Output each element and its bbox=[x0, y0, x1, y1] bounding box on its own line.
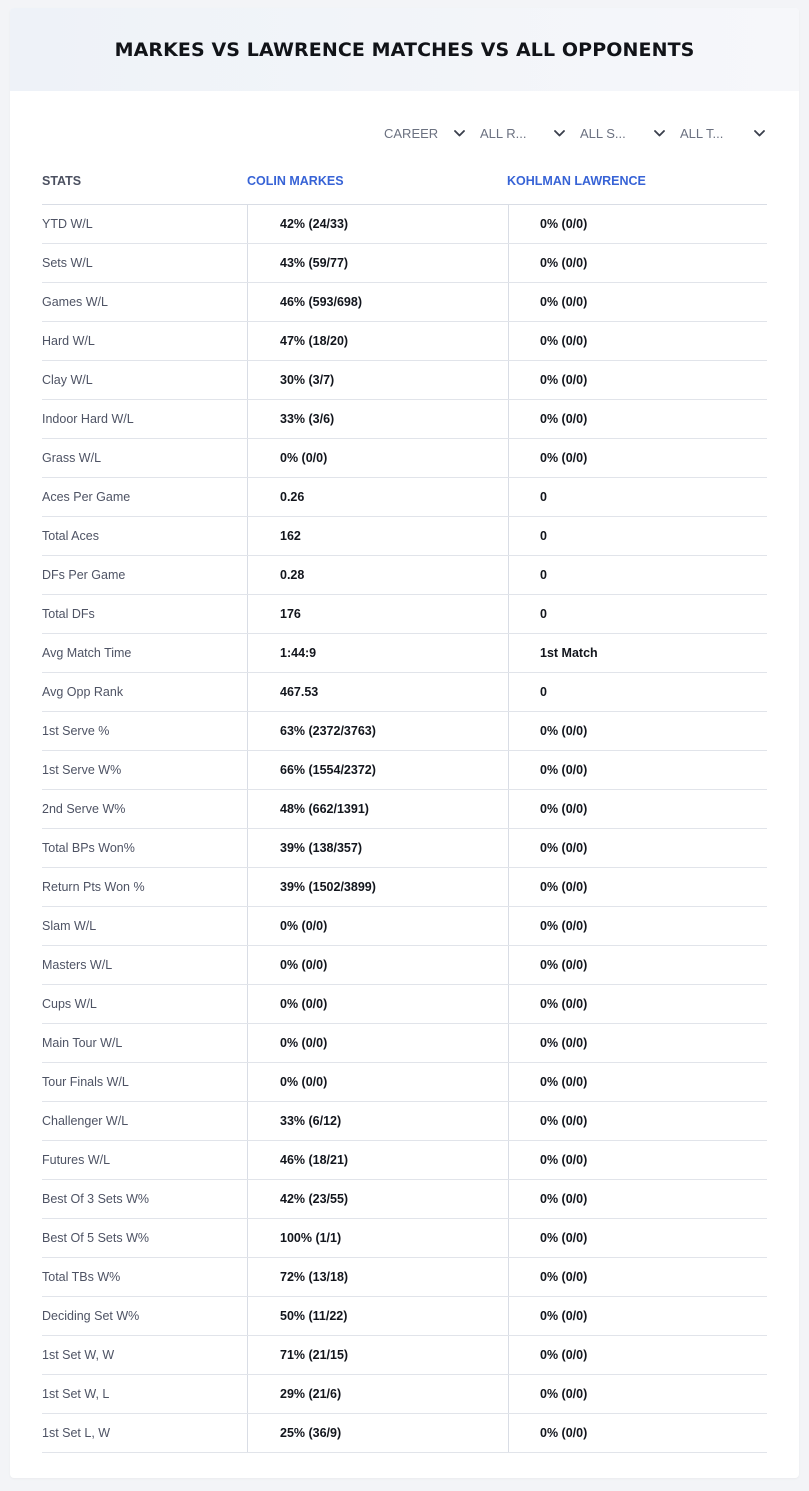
player2-value: 0% (0/0) bbox=[508, 1258, 767, 1296]
stats-table bbox=[42, 158, 767, 1453]
player1-value: 0% (0/0) bbox=[247, 907, 508, 945]
table-row bbox=[42, 712, 767, 751]
stat-label: Avg Match Time bbox=[42, 646, 132, 660]
tourney-select-value: ALL T... bbox=[680, 125, 724, 141]
stat-label: 1st Set W, L bbox=[42, 1387, 110, 1401]
stat-label: Grass W/L bbox=[42, 451, 102, 465]
player1-value: 0.26 bbox=[247, 478, 508, 516]
player1-value: 42% (24/33) bbox=[247, 205, 508, 243]
table-row bbox=[42, 205, 767, 244]
chevron-down-icon bbox=[752, 126, 766, 140]
player1-value: 0% (0/0) bbox=[247, 985, 508, 1023]
player2-value: 0% (0/0) bbox=[508, 829, 767, 867]
chevron-down-icon bbox=[552, 126, 566, 140]
player1-value: 0% (0/0) bbox=[247, 1024, 508, 1062]
table-row bbox=[42, 790, 767, 829]
player2-value: 0% (0/0) bbox=[508, 322, 767, 360]
stat-label: Hard W/L bbox=[42, 334, 95, 348]
player1-value: 72% (13/18) bbox=[247, 1258, 508, 1296]
table-row bbox=[42, 361, 767, 400]
player2-value: 0% (0/0) bbox=[508, 1414, 767, 1452]
player2-value: 0% (0/0) bbox=[508, 868, 767, 906]
player1-value: 42% (23/55) bbox=[247, 1180, 508, 1218]
player1-value: 100% (1/1) bbox=[247, 1219, 508, 1257]
player1-value: 0% (0/0) bbox=[247, 439, 508, 477]
player2-value: 0 bbox=[508, 673, 767, 711]
filter-bar bbox=[384, 121, 766, 145]
player2-value: 0% (0/0) bbox=[508, 985, 767, 1023]
player2-value: 0% (0/0) bbox=[508, 907, 767, 945]
player1-value: 29% (21/6) bbox=[247, 1375, 508, 1413]
table-row bbox=[42, 1141, 767, 1180]
table-row bbox=[42, 985, 767, 1024]
table-header bbox=[42, 158, 767, 205]
player1-value: 33% (6/12) bbox=[247, 1102, 508, 1140]
table-row bbox=[42, 1063, 767, 1102]
table-body bbox=[42, 205, 767, 1453]
surface-select[interactable] bbox=[580, 121, 666, 145]
stat-label: Cups W/L bbox=[42, 997, 97, 1011]
player1-value: 63% (2372/3763) bbox=[247, 712, 508, 750]
stat-label: Futures W/L bbox=[42, 1153, 111, 1167]
player2-value: 0 bbox=[508, 595, 767, 633]
stat-label: Sets W/L bbox=[42, 256, 93, 270]
stat-label: Indoor Hard W/L bbox=[42, 412, 134, 426]
player2-value: 0% (0/0) bbox=[508, 1141, 767, 1179]
table-row bbox=[42, 1102, 767, 1141]
stat-label: Total BPs Won% bbox=[42, 841, 135, 855]
table-row bbox=[42, 322, 767, 361]
stat-label: Best Of 5 Sets W% bbox=[42, 1231, 149, 1245]
player1-value: 39% (138/357) bbox=[247, 829, 508, 867]
chevron-down-icon bbox=[652, 126, 666, 140]
period-select[interactable] bbox=[384, 121, 466, 145]
stat-label: Return Pts Won % bbox=[42, 880, 145, 894]
player2-value: 0 bbox=[508, 478, 767, 516]
stat-label: Games W/L bbox=[42, 295, 108, 309]
table-row bbox=[42, 634, 767, 673]
stat-label: YTD W/L bbox=[42, 217, 93, 231]
player1-value: 39% (1502/3899) bbox=[247, 868, 508, 906]
table-row bbox=[42, 283, 767, 322]
table-row bbox=[42, 595, 767, 634]
player2-value: 0% (0/0) bbox=[508, 1102, 767, 1140]
player1-value: 43% (59/77) bbox=[247, 244, 508, 282]
header-player1-link[interactable]: COLIN MARKES bbox=[247, 174, 344, 188]
player2-value: 0% (0/0) bbox=[508, 1024, 767, 1062]
player2-value: 0% (0/0) bbox=[508, 1063, 767, 1101]
player1-value: 0% (0/0) bbox=[247, 1063, 508, 1101]
stat-label: Best Of 3 Sets W% bbox=[42, 1192, 149, 1206]
player1-value: 71% (21/15) bbox=[247, 1336, 508, 1374]
table-row bbox=[42, 868, 767, 907]
rounds-select-value: ALL R... bbox=[480, 125, 527, 141]
player1-value: 176 bbox=[247, 595, 508, 633]
player1-value: 162 bbox=[247, 517, 508, 555]
stat-label: 1st Set W, W bbox=[42, 1348, 115, 1362]
table-row bbox=[42, 673, 767, 712]
surface-select-value: ALL S... bbox=[580, 125, 626, 141]
stat-label: 2nd Serve W% bbox=[42, 802, 126, 816]
player2-value: 0% (0/0) bbox=[508, 1336, 767, 1374]
table-row bbox=[42, 1024, 767, 1063]
player1-value: 1:44:9 bbox=[247, 634, 508, 672]
stat-label: Deciding Set W% bbox=[42, 1309, 140, 1323]
stat-label: DFs Per Game bbox=[42, 568, 126, 582]
player2-value: 0% (0/0) bbox=[508, 790, 767, 828]
table-row bbox=[42, 1297, 767, 1336]
header-player2-link[interactable]: KOHLMAN LAWRENCE bbox=[507, 174, 646, 188]
tourney-select[interactable] bbox=[680, 121, 766, 145]
page-title: MARKES VS LAWRENCE MATCHES VS ALL OPPONENTS bbox=[114, 38, 695, 61]
stat-label: 1st Serve % bbox=[42, 724, 110, 738]
player2-value: 0 bbox=[508, 556, 767, 594]
player2-value: 0% (0/0) bbox=[508, 400, 767, 438]
player1-value: 66% (1554/2372) bbox=[247, 751, 508, 789]
player1-value: 467.53 bbox=[247, 673, 508, 711]
stat-label: Clay W/L bbox=[42, 373, 93, 387]
table-row bbox=[42, 1375, 767, 1414]
player1-value: 46% (18/21) bbox=[247, 1141, 508, 1179]
player1-value: 0.28 bbox=[247, 556, 508, 594]
table-row bbox=[42, 517, 767, 556]
player1-value: 30% (3/7) bbox=[247, 361, 508, 399]
player1-value: 50% (11/22) bbox=[247, 1297, 508, 1335]
player1-value: 33% (3/6) bbox=[247, 400, 508, 438]
player2-value: 0 bbox=[508, 517, 767, 555]
chevron-down-icon bbox=[452, 126, 466, 140]
table-row bbox=[42, 751, 767, 790]
player2-value: 0% (0/0) bbox=[508, 1219, 767, 1257]
player1-value: 48% (662/1391) bbox=[247, 790, 508, 828]
player2-value: 0% (0/0) bbox=[508, 439, 767, 477]
card-header bbox=[10, 8, 799, 91]
table-row bbox=[42, 439, 767, 478]
player2-value: 1st Match bbox=[508, 634, 767, 672]
table-row bbox=[42, 478, 767, 517]
stats-card bbox=[10, 8, 799, 1478]
player2-value: 0% (0/0) bbox=[508, 205, 767, 243]
player2-value: 0% (0/0) bbox=[508, 1375, 767, 1413]
stat-label: Total TBs W% bbox=[42, 1270, 121, 1284]
stat-label: Main Tour W/L bbox=[42, 1036, 123, 1050]
table-row bbox=[42, 244, 767, 283]
table-row bbox=[42, 1414, 767, 1453]
rounds-select[interactable] bbox=[480, 121, 566, 145]
player2-value: 0% (0/0) bbox=[508, 712, 767, 750]
player2-value: 0% (0/0) bbox=[508, 361, 767, 399]
table-row bbox=[42, 1219, 767, 1258]
player1-value: 46% (593/698) bbox=[247, 283, 508, 321]
table-row bbox=[42, 556, 767, 595]
header-stats: STATS bbox=[42, 174, 82, 188]
stat-label: Avg Opp Rank bbox=[42, 685, 124, 699]
player2-value: 0% (0/0) bbox=[508, 283, 767, 321]
table-row bbox=[42, 400, 767, 439]
player1-value: 25% (36/9) bbox=[247, 1414, 508, 1452]
player2-value: 0% (0/0) bbox=[508, 1180, 767, 1218]
stat-label: Total Aces bbox=[42, 529, 99, 543]
table-row bbox=[42, 907, 767, 946]
player2-value: 0% (0/0) bbox=[508, 244, 767, 282]
player1-value: 0% (0/0) bbox=[247, 946, 508, 984]
stat-label: Slam W/L bbox=[42, 919, 97, 933]
stat-label: Aces Per Game bbox=[42, 490, 131, 504]
table-row bbox=[42, 946, 767, 985]
player2-value: 0% (0/0) bbox=[508, 946, 767, 984]
stat-label: 1st Serve W% bbox=[42, 763, 122, 777]
stat-label: Challenger W/L bbox=[42, 1114, 129, 1128]
table-row bbox=[42, 1336, 767, 1375]
table-row bbox=[42, 1258, 767, 1297]
stat-label: Tour Finals W/L bbox=[42, 1075, 129, 1089]
table-row bbox=[42, 1180, 767, 1219]
player1-value: 47% (18/20) bbox=[247, 322, 508, 360]
period-select-value: CAREER bbox=[384, 125, 439, 141]
stat-label: Total DFs bbox=[42, 607, 95, 621]
player2-value: 0% (0/0) bbox=[508, 751, 767, 789]
stat-label: 1st Set L, W bbox=[42, 1426, 111, 1440]
table-row bbox=[42, 829, 767, 868]
stat-label: Masters W/L bbox=[42, 958, 113, 972]
player2-value: 0% (0/0) bbox=[508, 1297, 767, 1335]
